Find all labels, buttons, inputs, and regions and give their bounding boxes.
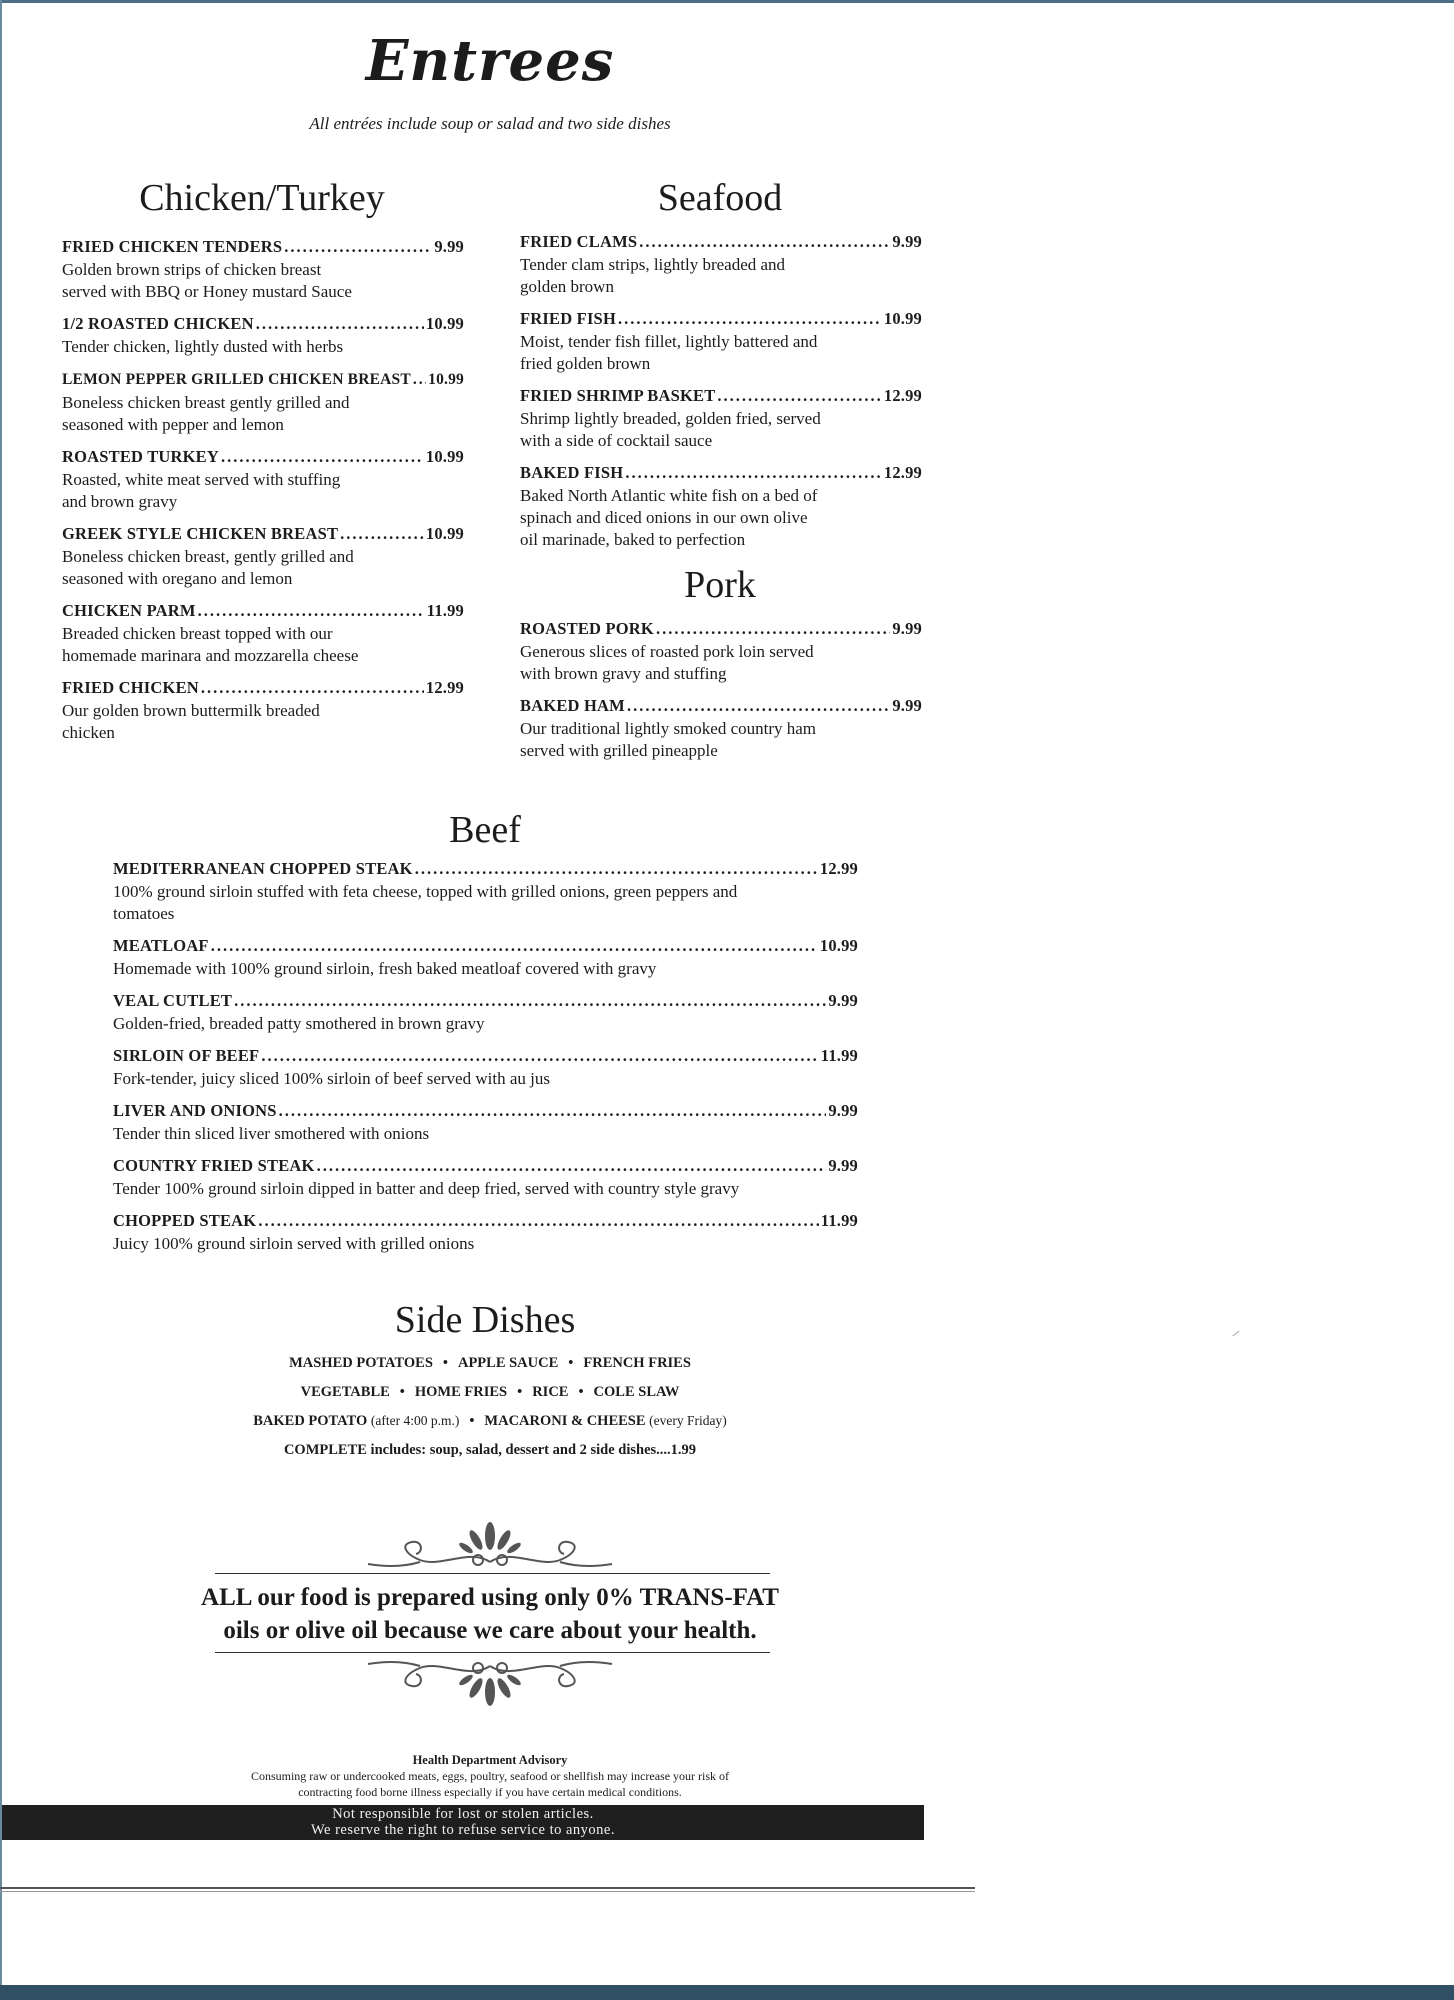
item-name: LIVER AND ONIONS xyxy=(113,1101,277,1120)
desc-line: Baked North Atlantic white fish on a bed of xyxy=(520,486,818,505)
item-price: 9.99 xyxy=(892,696,922,715)
leader-dots xyxy=(211,935,818,957)
desc-line: seasoned with oregano and lemon xyxy=(62,569,293,588)
desc-line: fried golden brown xyxy=(520,354,651,373)
item-name: BAKED FISH xyxy=(520,463,624,482)
section-title-sides: Side Dishes xyxy=(394,1299,576,1341)
leader-dots xyxy=(198,600,425,622)
page-subtitle: All entrées include soup or salad and two side dishes xyxy=(309,114,671,133)
menu-item-pork xyxy=(520,695,922,762)
item-price: 10.99 xyxy=(428,371,464,388)
desc-line: Roasted, white meat served with stuffing xyxy=(62,470,341,489)
page-fold-shadow xyxy=(0,1891,975,1892)
item-price: 12.99 xyxy=(819,859,858,878)
item-price: 9.99 xyxy=(434,237,464,256)
item-price: 9.99 xyxy=(828,1156,858,1175)
leader-dots xyxy=(627,695,890,717)
item-price: 10.99 xyxy=(425,524,464,543)
footer-line: Not responsible for lost or stolen articles. xyxy=(332,1806,594,1822)
menu-item-chicken xyxy=(62,369,464,436)
item-description xyxy=(62,546,464,590)
bullet-separator: • xyxy=(568,1355,574,1371)
menu-item-beef xyxy=(113,1100,858,1145)
footer-notice-band xyxy=(2,1805,924,1840)
side-item: VEGETABLE xyxy=(300,1384,390,1400)
item-description xyxy=(113,1123,858,1145)
item-price: 9.99 xyxy=(892,232,922,251)
desc-line: seasoned with pepper and lemon xyxy=(62,415,284,434)
divider-rule-top xyxy=(215,1573,770,1574)
item-price: 9.99 xyxy=(828,991,858,1010)
leader-dots xyxy=(639,231,890,253)
scan-edge-top xyxy=(0,0,1454,3)
desc-line: served with BBQ or Honey mustard Sauce xyxy=(62,282,352,301)
menu-item-chicken xyxy=(62,600,464,667)
desc-line: served with grilled pineapple xyxy=(520,741,718,760)
tagline-line: oils or olive oil because we care about your health. xyxy=(223,1617,757,1644)
item-name: FRIED FISH xyxy=(520,309,616,328)
item-description xyxy=(113,1068,858,1090)
desc-line: Shrimp lightly breaded, golden fried, served xyxy=(520,409,821,428)
item-price: 9.99 xyxy=(828,1101,858,1120)
desc-line: with a side of cocktail sauce xyxy=(520,431,713,450)
menu-item-chicken xyxy=(62,523,464,590)
desc-line: chicken xyxy=(62,723,115,742)
side-item: COLE SLAW xyxy=(593,1384,680,1400)
leader-dots xyxy=(717,385,881,407)
item-name: LEMON PEPPER GRILLED CHICKEN BREAST xyxy=(62,371,411,388)
menu-item-chicken xyxy=(62,236,464,303)
leader-dots xyxy=(656,618,890,640)
item-name: FRIED CLAMS xyxy=(520,232,638,251)
menu-item-beef xyxy=(113,935,858,980)
desc-line: Boneless chicken breast gently grilled and xyxy=(62,393,350,412)
section-title-pork: Pork xyxy=(684,564,756,606)
desc-line: with brown gravy and stuffing xyxy=(520,664,727,683)
item-name: MEDITERRANEAN CHOPPED STEAK xyxy=(113,859,413,878)
leader-dots xyxy=(279,1100,827,1122)
health-tagline xyxy=(0,1581,980,1647)
flourish-ornament-bottom xyxy=(360,1652,620,1712)
bullet-separator: • xyxy=(469,1413,475,1429)
desc-line: golden brown xyxy=(520,277,614,296)
leader-dots xyxy=(261,1045,818,1067)
item-description xyxy=(62,259,464,303)
footer-line: We reserve the right to refuse service to anyone. xyxy=(311,1822,615,1838)
item-description xyxy=(520,254,922,298)
leader-dots xyxy=(201,677,424,699)
side-item-note: (after 4:00 p.m.) xyxy=(370,1413,460,1428)
desc-line: Our golden brown buttermilk breaded xyxy=(62,701,320,720)
side-item: APPLE SAUCE xyxy=(457,1355,559,1371)
item-price: 11.99 xyxy=(820,1211,858,1230)
desc-line: Generous slices of roasted pork loin served xyxy=(520,642,814,661)
item-description xyxy=(113,1178,858,1200)
item-description xyxy=(113,1233,858,1255)
item-name: FRIED CHICKEN TENDERS xyxy=(62,237,283,256)
scan-edge-bottom xyxy=(0,1985,1454,2000)
item-price: 11.99 xyxy=(820,1046,858,1065)
item-name: CHICKEN PARM xyxy=(62,601,196,620)
menu-item-beef xyxy=(113,858,858,925)
item-name: COUNTRY FRIED STEAK xyxy=(113,1156,315,1175)
menu-item-pork xyxy=(520,618,922,685)
bullet-separator: • xyxy=(517,1384,523,1400)
item-description xyxy=(520,331,922,375)
menu-item-beef xyxy=(113,990,858,1035)
desc-line: Moist, tender fish fillet, lightly battered and xyxy=(520,332,818,351)
item-price: 12.99 xyxy=(883,463,922,482)
item-description xyxy=(113,958,858,980)
side-item: MACARONI & CHEESE xyxy=(484,1413,646,1429)
desc-line: Tender 100% ground sirloin dipped in batter and deep fried, served with country style gravy xyxy=(113,1179,740,1198)
item-name: ROASTED PORK xyxy=(520,619,654,638)
leader-dots xyxy=(415,858,818,880)
side-item: MASHED POTATOES xyxy=(289,1355,433,1371)
sides-row-1 xyxy=(0,1355,980,1372)
item-description xyxy=(520,485,922,551)
item-name: ROASTED TURKEY xyxy=(62,447,219,466)
flourish-ornament-top xyxy=(360,1518,620,1576)
leader-dots xyxy=(618,308,882,330)
tagline-line: ALL our food is prepared using only 0% TRANS-FAT xyxy=(201,1584,779,1611)
item-description xyxy=(520,641,922,685)
desc-line: spinach and diced onions in our own olive xyxy=(520,508,808,527)
complete-dinner-note: COMPLETE includes: soup, salad, dessert and 2 side dishes....1.99 xyxy=(283,1442,697,1458)
item-description xyxy=(520,718,922,762)
leader-dots xyxy=(625,462,882,484)
section-title-seafood: Seafood xyxy=(657,177,783,219)
item-price: 11.99 xyxy=(426,601,464,620)
item-name: MEATLOAF xyxy=(113,936,209,955)
item-name: CHOPPED STEAK xyxy=(113,1211,257,1230)
desc-line: and brown gravy xyxy=(62,492,178,511)
desc-line: Our traditional lightly smoked country ham xyxy=(520,719,817,738)
desc-line: Tender clam strips, lightly breaded and xyxy=(520,255,786,274)
item-description xyxy=(520,408,922,452)
item-description xyxy=(62,700,464,744)
advisory-line: contracting food borne illness especially if you have certain medical conditions. xyxy=(298,1785,682,1799)
desc-line: tomatoes xyxy=(113,904,175,923)
leader-dots xyxy=(413,369,426,391)
advisory-text xyxy=(190,1768,790,1800)
side-item: BAKED POTATO xyxy=(253,1413,368,1429)
advisory-title: Health Department Advisory xyxy=(412,1753,568,1767)
menu-item-seafood xyxy=(520,231,922,298)
leader-dots xyxy=(317,1155,827,1177)
bullet-separator: • xyxy=(442,1355,448,1371)
sides-row-3 xyxy=(0,1413,980,1430)
leader-dots xyxy=(256,313,424,335)
item-name: VEAL CUTLET xyxy=(113,991,233,1010)
sides-row-2 xyxy=(0,1384,980,1401)
menu-item-seafood xyxy=(520,308,922,375)
item-price: 12.99 xyxy=(425,678,464,697)
item-description xyxy=(62,336,464,358)
menu-item-beef xyxy=(113,1210,858,1255)
menu-item-beef xyxy=(113,1155,858,1200)
desc-line: Juicy 100% ground sirloin served with grilled onions xyxy=(113,1234,475,1253)
menu-item-seafood xyxy=(520,462,922,551)
desc-line: Golden brown strips of chicken breast xyxy=(62,260,322,279)
item-description xyxy=(62,469,464,513)
item-price: 10.99 xyxy=(425,447,464,466)
item-name: BAKED HAM xyxy=(520,696,625,715)
item-name: 1/2 ROASTED CHICKEN xyxy=(62,314,254,333)
desc-line: 100% ground sirloin stuffed with feta cheese, topped with grilled onions, green peppers and xyxy=(113,882,738,901)
side-item: FRENCH FRIES xyxy=(583,1355,691,1371)
desc-line: Tender chicken, lightly dusted with herbs xyxy=(62,337,344,356)
menu-item-chicken xyxy=(62,313,464,358)
scan-edge-left xyxy=(0,0,2,2000)
menu-item-chicken xyxy=(62,446,464,513)
side-item: RICE xyxy=(532,1384,569,1400)
desc-line: Breaded chicken breast topped with our xyxy=(62,624,333,643)
leader-dots xyxy=(284,236,432,258)
bullet-separator: • xyxy=(399,1384,405,1400)
section-title-chicken: Chicken/Turkey xyxy=(139,177,385,219)
item-price: 10.99 xyxy=(883,309,922,328)
item-description xyxy=(113,1013,858,1035)
desc-line: Fork-tender, juicy sliced 100% sirloin of beef served with au jus xyxy=(113,1069,550,1088)
item-name: FRIED CHICKEN xyxy=(62,678,199,697)
side-item-note: (every Friday) xyxy=(649,1413,727,1428)
item-description xyxy=(113,881,858,925)
item-name: FRIED SHRIMP BASKET xyxy=(520,386,716,405)
leader-dots xyxy=(340,523,424,545)
leader-dots xyxy=(234,990,826,1012)
leader-dots xyxy=(258,1210,818,1232)
desc-line: Tender thin sliced liver smothered with onions xyxy=(113,1124,430,1143)
desc-line: homemade marinara and mozzarella cheese xyxy=(62,646,359,665)
advisory-line: Consuming raw or undercooked meats, eggs, poultry, seafood or shellfish may increase your risk of xyxy=(250,1769,730,1783)
page-fold-line xyxy=(0,1887,975,1889)
desc-line: Boneless chicken breast, gently grilled and xyxy=(62,547,354,566)
item-price: 10.99 xyxy=(819,936,858,955)
scan-speck xyxy=(1232,1331,1239,1336)
item-price: 9.99 xyxy=(892,619,922,638)
menu-item-seafood xyxy=(520,385,922,452)
menu-item-chicken xyxy=(62,677,464,744)
desc-line: Homemade with 100% ground sirloin, fresh baked meatloaf covered with gravy xyxy=(113,959,657,978)
bullet-separator: • xyxy=(578,1384,584,1400)
item-name: SIRLOIN OF BEEF xyxy=(113,1046,260,1065)
desc-line: oil marinade, baked to perfection xyxy=(520,530,746,549)
desc-line: Golden-fried, breaded patty smothered in brown gravy xyxy=(113,1014,485,1033)
side-item: HOME FRIES xyxy=(414,1384,508,1400)
item-description xyxy=(62,392,464,436)
item-name: GREEK STYLE CHICKEN BREAST xyxy=(62,524,339,543)
item-description xyxy=(62,623,464,667)
section-title-beef: Beef xyxy=(449,809,521,851)
item-price: 10.99 xyxy=(425,314,464,333)
page-title: Entrees xyxy=(365,28,615,94)
menu-item-beef xyxy=(113,1045,858,1090)
leader-dots xyxy=(221,446,424,468)
item-price: 12.99 xyxy=(883,386,922,405)
